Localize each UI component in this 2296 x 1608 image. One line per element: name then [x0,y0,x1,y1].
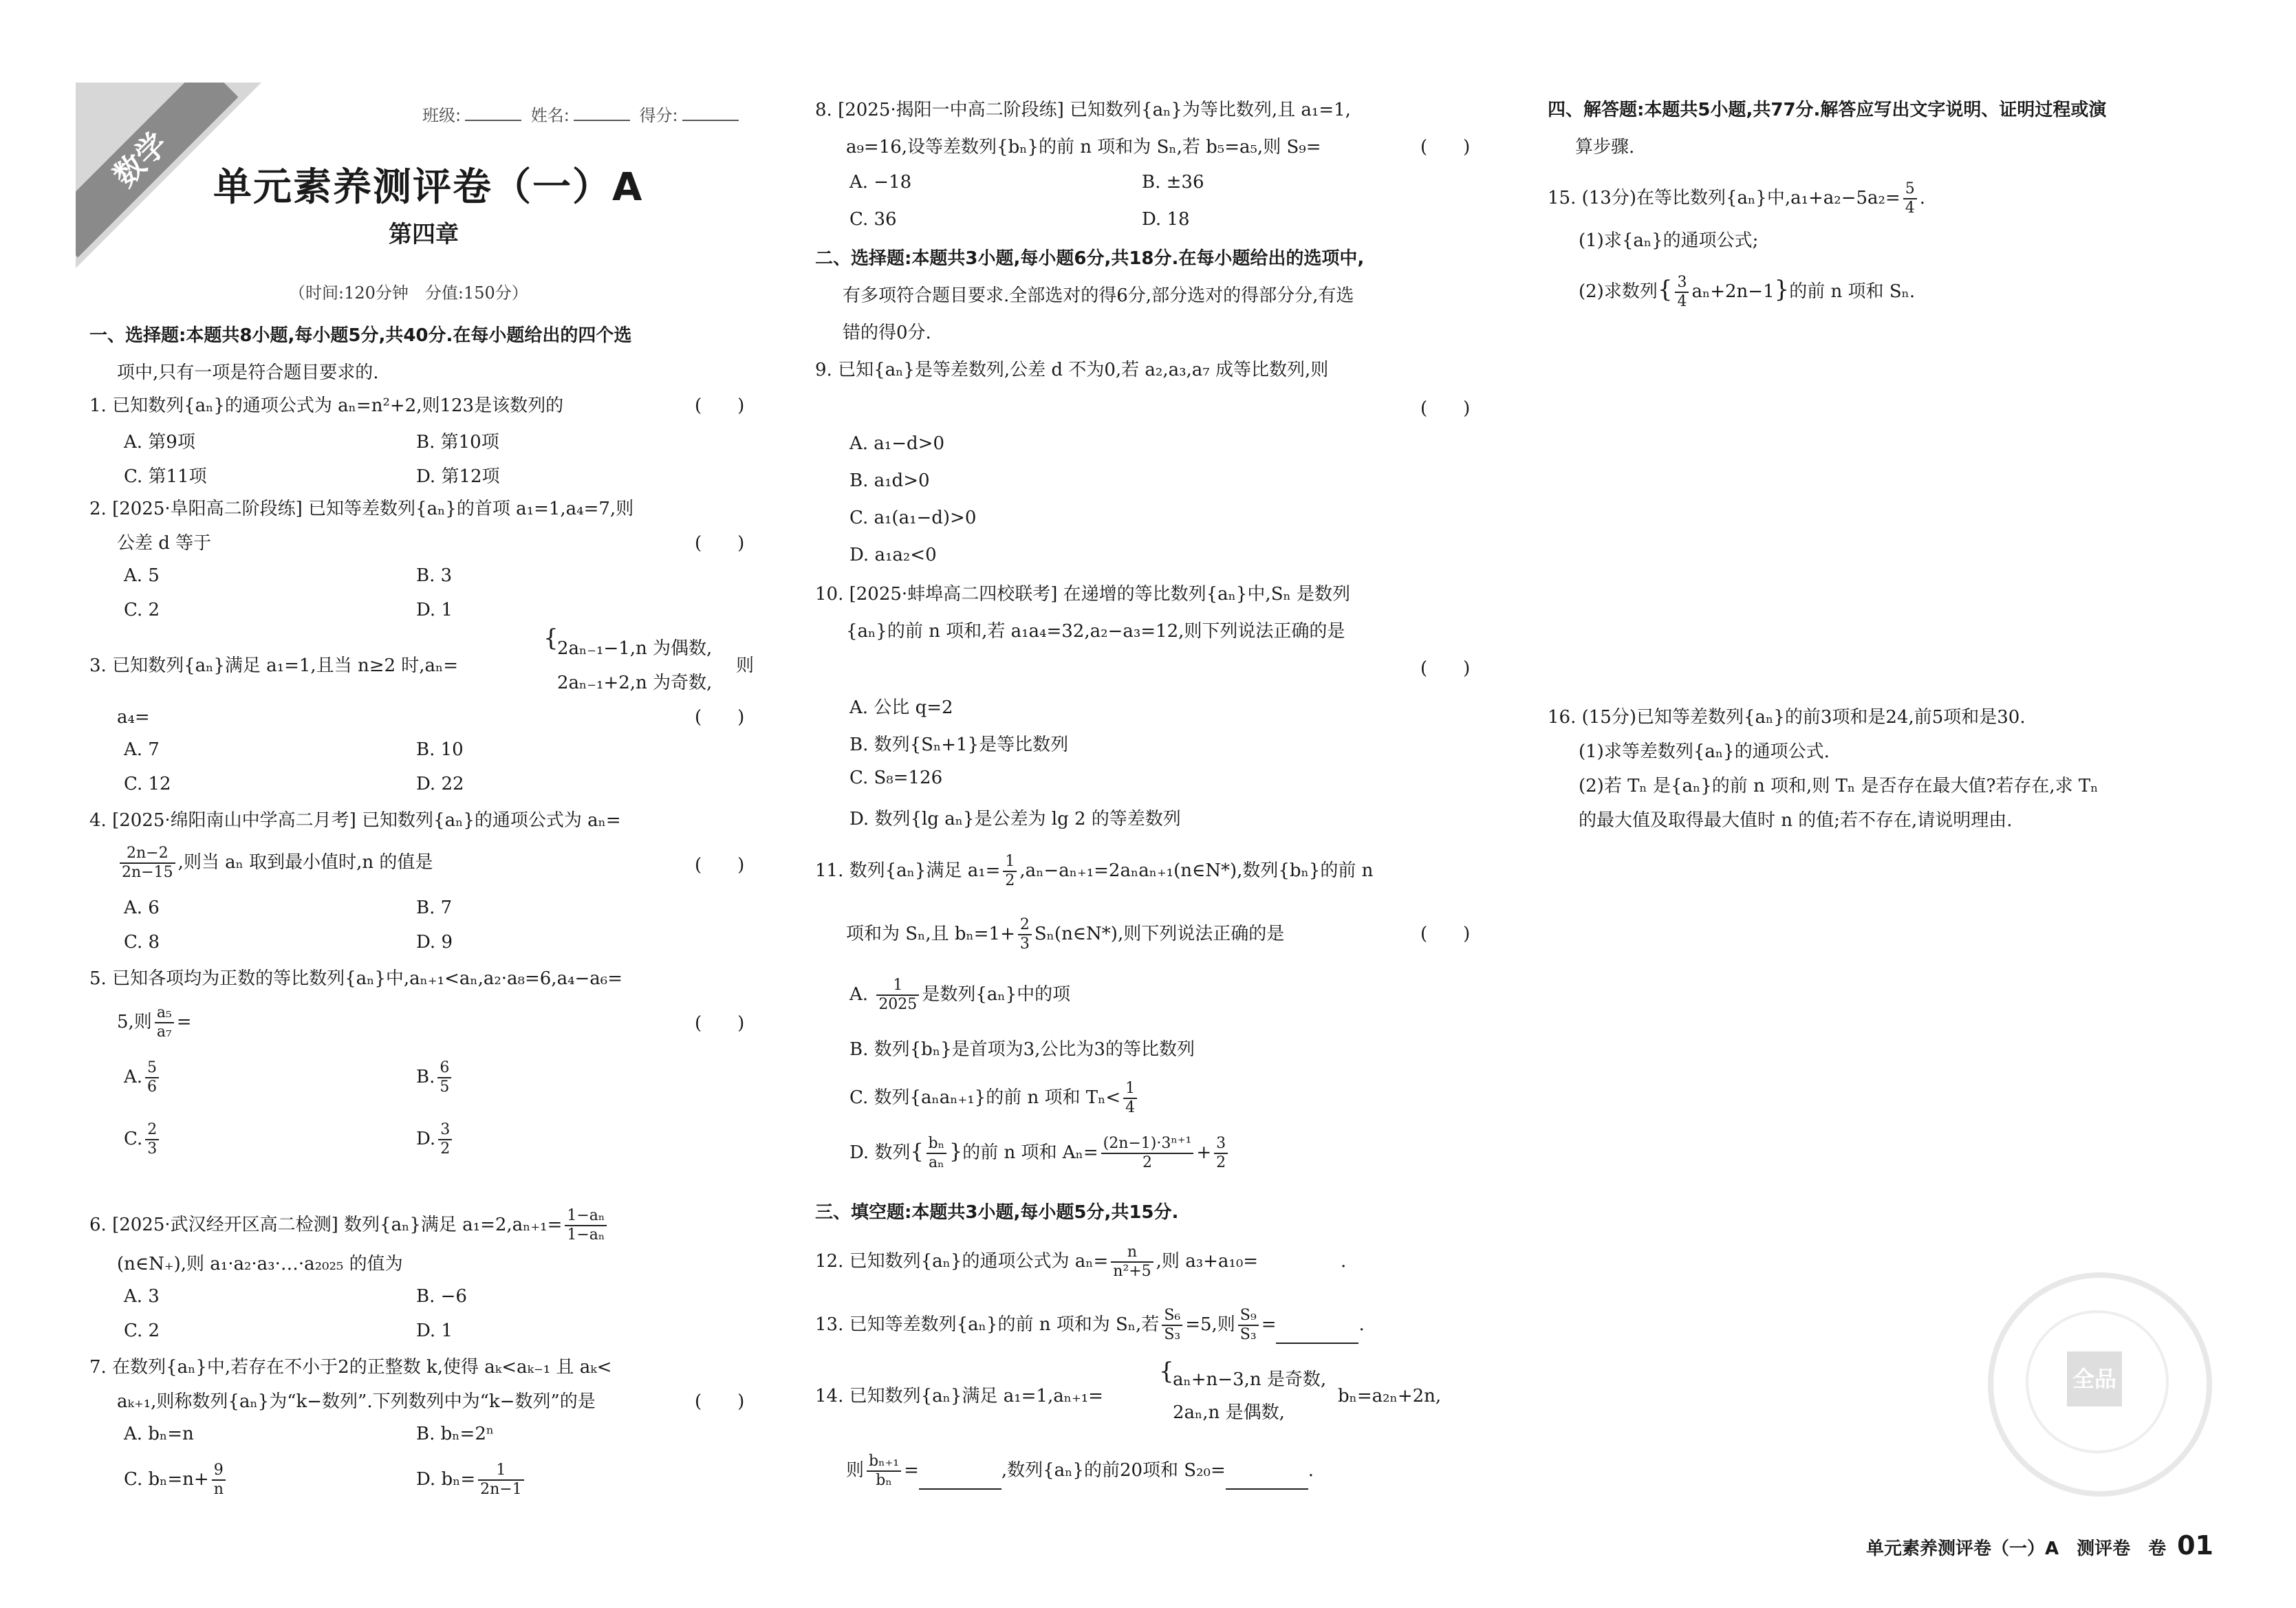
q15-part-1: (1)求{aₙ}的通项公式; [1579,230,1759,251]
q2-option-a: A. 5 [124,565,160,586]
q1-option-c: C. 第11项 [124,466,207,487]
section-4-heading: 四、解答题:本题共5小题,共77分.解答应写出文字说明、证明过程或演 [1548,100,2107,120]
question-2-cont: 公差 d 等于 [117,533,212,554]
q15-part-2: (2)求数列{ $\frac{3}{4}$ aₙ+2n−1}的前 n 项和 Sₙ. [1579,274,1916,310]
question-10-cont: {aₙ}的前 n 项和,若 a₁a₄=32,a₂−a₃=12,则下列说法正确的是 [846,621,1345,642]
q5-option-c: C. $\frac{2}{3}$ [124,1121,162,1158]
question-8-cont: a₉=16,设等差数列{bₙ}的前 n 项和为 Sₙ,若 b₅=a₅,则 S₉= [846,137,1321,157]
time-info: （时间:120分钟 分值:150分） [289,283,528,303]
q6-option-d: D. 1 [416,1321,453,1341]
q3-option-a: A. 7 [124,739,160,760]
q6-fraction: $\frac{\text{1−aₙ}}{\text{1−aₙ}}$ [565,1207,607,1244]
q4-option-c: C. 8 [124,932,160,953]
chapter-title: 第四章 [389,221,459,248]
q6-option-c: C. 2 [124,1321,160,1341]
q3-case-2: 2aₙ₋₁+2,n 为奇数, [557,673,713,693]
q5-option-a: A. $\frac{5}{6}$ [124,1059,162,1096]
q9-option-a: A. a₁−d>0 [849,433,944,454]
question-11: 11. 数列{aₙ}满足 a₁= $\frac{1}{2}$ ,aₙ−aₙ₊₁=2aₙaₙ₊₁(n∈N*),数列{bₙ}的前 n [815,853,1374,889]
q7-option-d: D. bₙ= $\frac{1}{2n-1}$ [416,1462,527,1499]
question-2: 2. [2025·阜阳高二阶段练] 已知等差数列{aₙ}的首项 a₁=1,a₄=7,则 [89,499,634,519]
q10-option-b: B. 数列{Sₙ+1}是等比数列 [849,735,1069,755]
answer-paren: ( ) [1420,137,1471,157]
q14-answer-blank-1[interactable] [919,1470,1001,1490]
question-1: 1. 已知数列{aₙ}的通项公式为 aₙ=n²+2,则123是该数列的 [89,395,564,416]
question-13: 13. 已知等差数列{aₙ}的前 n 项和为 Sₙ,若 $\frac{\text{S₆}}{\text{S₃}}$ =5,则 $\frac{\text{S₉}}{\text{S₃}}$ = . [815,1307,1365,1343]
subject-label: 数学 [76,83,238,257]
question-6-cont: (n∈N₊),则 a₁·a₂·a₃·…·a₂₀₂₅ 的值为 [117,1254,403,1274]
question-10: 10. [2025·蚌埠高二四校联考] 在递增的等比数列{aₙ}中,Sₙ 是数列 [815,584,1351,605]
q8-option-d: D. 18 [1142,209,1190,230]
q1-option-a: A. 第9项 [124,432,195,453]
question-11-cont: 项和为 Sₙ,且 bₙ=1+ $\frac{2}{3}$ Sₙ(n∈N*),则下列说法正确的是 [846,916,1285,953]
q10-option-a: A. 公比 q=2 [849,697,953,718]
question-7-cont: aₖ₊₁,则称数列{aₙ}为“k−数列”.下列数列中为“k−数列”的是 [117,1391,596,1412]
q8-option-a: A. −18 [849,172,912,193]
question-16: 16. (15分)已知等差数列{aₙ}的前3项和是24,前5项和是30. [1548,707,2026,728]
answer-paren: ( ) [695,1391,745,1412]
q9-option-c: C. a₁(a₁−d)>0 [849,508,977,528]
section-2-heading-cont: 有多项符合题目要求.全部选对的得6分,部分选对的得部分分,有选 [843,285,1354,306]
section-4-heading-cont: 算步骤. [1575,137,1635,157]
q8-option-c: C. 36 [849,209,897,230]
page-title: 单元素养测评卷（一）A [213,165,644,210]
q11-option-a: A. $\frac{1}{2025}$ 是数列{aₙ}中的项 [849,977,1071,1013]
q16-part-2-cont: 的最大值及取得最大值时 n 的值;若不存在,请说明理由. [1579,810,2013,831]
q7-option-c: C. bₙ=n+ $\frac{9}{n}$ [124,1462,228,1499]
q1-option-d: D. 第12项 [416,466,500,487]
name-label: 姓名: [530,106,570,125]
q13-answer-blank[interactable] [1276,1325,1358,1344]
question-5: 5. 已知各项均为正数的等比数列{aₙ}中,aₙ₊₁<aₙ,a₂·a₈=6,a₄−a₆= [89,968,622,989]
q4-option-d: D. 9 [416,932,453,953]
q10-option-d: D. 数列{lg aₙ}是公差为 lg 2 的等差数列 [849,809,1181,829]
q8-option-b: B. ±36 [1142,172,1204,193]
section-3-heading: 三、填空题:本题共3小题,每小题5分,共15分. [815,1202,1179,1223]
answer-paren: ( ) [1420,658,1471,679]
q9-option-d: D. a₁a₂<0 [849,545,937,565]
answer-paren: ( ) [1420,924,1471,944]
column-2 [815,0,1489,1608]
watermark-logo: 全品 [2067,1351,2122,1406]
q4-fraction: $\frac{2n-2}{2n-15}$ [120,845,175,882]
answer-paren: ( ) [695,1013,745,1034]
q3-then: 则 [736,655,755,676]
q11-option-d: D. 数列{ $\frac{\text{bₙ}}{\text{aₙ}}$ }的前 n 项和 Aₙ= $\frac{\text{(2n−1)·3ⁿ⁺¹}}{2}$ + $\frac{3}{2}$ [849,1135,1231,1172]
answer-paren: ( ) [695,395,745,416]
question-6: 6. [2025·武汉经开区高二检测] 数列{aₙ}满足 a₁=2,aₙ₊₁= $\frac{\text{1−aₙ}}{\text{1−aₙ}}$ [89,1207,609,1244]
q14-b-def: bₙ=a₂ₙ+2n, [1338,1386,1442,1406]
question-15: 15. (13分)在等比数列{aₙ}中,a₁+a₂−5a₂= $\frac{5}{4}$ . [1548,180,1926,217]
q9-option-b: B. a₁d>0 [849,470,930,491]
q6-option-a: A. 3 [124,1286,160,1307]
q16-part-1: (1)求等差数列{aₙ}的通项公式. [1579,741,1830,762]
q3-case-1: 2aₙ₋₁−1,n 为偶数, [557,638,713,659]
question-9: 9. 已知{aₙ}是等差数列,公差 d 不为0,若 a₂,a₃,a₇ 成等比数列,则 [815,360,1329,380]
page-footer [1866,1530,2213,1561]
section-2-heading: 二、选择题:本题共3小题,每小题6分,共18分.在每小题给出的选项中, [815,248,1365,269]
q3-option-d: D. 22 [416,774,464,794]
q5-fraction: $\frac{\text{a₅}}{\text{a₇}}$ [155,1004,174,1041]
q3-option-b: B. 10 [416,739,464,760]
question-3: 3. 已知数列{aₙ}满足 a₁=1,且当 n≥2 时,aₙ= [89,655,459,676]
question-4-cont: $\frac{2n-2}{2n-15}$ ,则当 aₙ 取到最小值时,n 的值是 [117,845,433,882]
question-8: 8. [2025·揭阳一中高二阶段练] 已知数列{aₙ}为等比数列,且 a₁=1, [815,100,1351,120]
answer-paren: ( ) [695,855,745,876]
score-label: 得分: [639,106,678,125]
section-1-heading: 一、选择题:本题共8小题,每小题5分,共40分.在每小题给出的四个选 [89,325,632,346]
q11-option-b: B. 数列{bₙ}是首项为3,公比为3的等比数列 [849,1039,1195,1060]
question-14: 14. 已知数列{aₙ}满足 a₁=1,aₙ₊₁= [815,1386,1103,1406]
question-7: 7. 在数列{aₙ}中,若存在不小于2的正整数 k,使得 aₖ<aₖ₋₁ 且 aₖ< [89,1357,612,1378]
q7-option-a: A. bₙ=n [124,1424,194,1444]
q7-option-b: B. bₙ=2ⁿ [416,1424,495,1444]
question-5-cont: 5,则 $\frac{\text{a₅}}{\text{a₇}}$ = [117,1004,192,1041]
section-1-heading-cont: 项中,只有一项是符合题目要求的. [117,362,379,383]
q5-option-b: B. $\frac{6}{5}$ [416,1059,454,1096]
q14-brace: { [1159,1358,1174,1385]
page-number: 01 [2177,1530,2213,1561]
q5-option-d: D. $\frac{3}{2}$ [416,1121,455,1158]
question-3-cont: a₄= [117,707,150,728]
q11-option-c: C. 数列{aₙaₙ₊₁}的前 n 项和 Tₙ< $\frac{1}{4}$ [849,1080,1140,1117]
answer-paren: ( ) [695,533,745,554]
q3-option-c: C. 12 [124,774,171,794]
q12-answer-blank[interactable] [1258,1263,1341,1281]
class-label: 班级: [422,106,462,125]
q2-option-c: C. 2 [124,600,160,620]
column-1 [89,0,763,1608]
answer-paren: ( ) [695,707,745,728]
q2-option-d: D. 1 [416,600,453,620]
section-2-heading-cont-2: 错的得0分. [843,323,931,343]
q16-part-2: (2)若 Tₙ 是{aₙ}的前 n 项和,则 Tₙ 是否存在最大值?若存在,求 Tₙ [1579,776,2099,796]
q4-option-b: B. 7 [416,898,453,918]
question-4: 4. [2025·绵阳南山中学高二月考] 已知数列{aₙ}的通项公式为 aₙ= [89,810,621,831]
answer-paren: ( ) [1420,398,1471,419]
q6-option-b: B. −6 [416,1286,467,1307]
q3-brace: { [543,624,559,652]
footer-label: 单元素养测评卷（一）A 测评卷 卷 [1865,1539,2167,1559]
q14-case-2: 2aₙ,n 是偶数, [1173,1402,1285,1423]
q4-option-a: A. 6 [124,898,160,918]
q2-option-b: B. 3 [416,565,453,586]
question-12: 12. 已知数列{aₙ}的通项公式为 aₙ= $\frac{n}{\text{n²+5}}$ ,则 a₃+a₁₀= . [815,1243,1347,1280]
q10-option-c: C. S₈=126 [849,768,943,788]
q1-option-b: B. 第10项 [416,432,499,453]
question-14-cont: 则 $\frac{\text{bₙ₊₁}}{\text{bₙ}}$ = ,数列{aₙ}的前20项和 S₂₀= . [846,1453,1314,1489]
q14-answer-blank-2[interactable] [1226,1470,1308,1490]
q14-case-1: aₙ+n−3,n 是奇数, [1173,1369,1327,1390]
